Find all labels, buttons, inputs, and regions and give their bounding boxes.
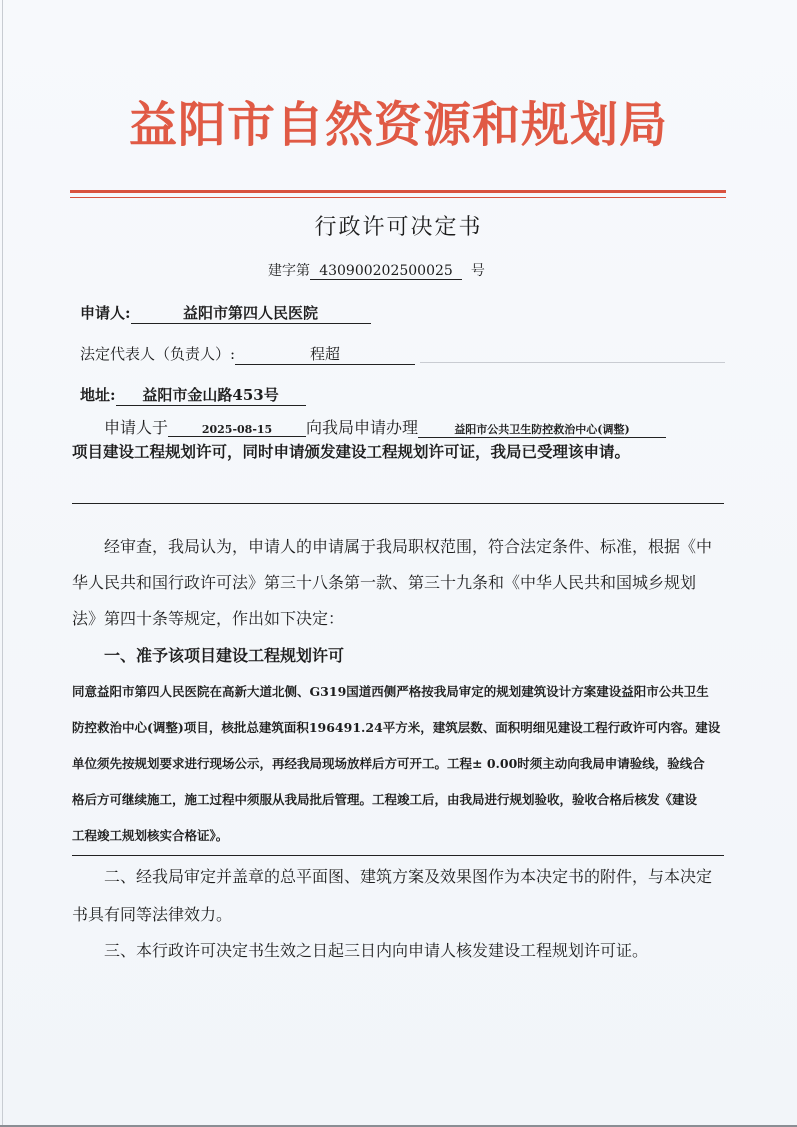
legal-rep-row — [80, 343, 415, 365]
header-rule-thick — [70, 190, 726, 193]
decision-item-1-line: 格后方可继续施工，施工过程中须服从我局批后管理。工程竣工后，由我局进行规划验收，验收合格后核发《建设 — [72, 792, 698, 807]
application-prefix: 申请人于 — [104, 418, 169, 437]
document-number: 430900202500025 — [310, 263, 462, 280]
applicant-label: 申请人: — [80, 304, 131, 322]
address-row — [80, 384, 306, 406]
document-number-suffix: 号 — [470, 263, 485, 279]
application-line-1 — [104, 415, 666, 438]
header-rule-thin — [70, 197, 726, 198]
page-edge — [2, 0, 3, 1127]
applicant-value: 益阳市第四人民医院 — [131, 302, 371, 324]
separator-rule — [72, 503, 724, 504]
decision-item-1-line: 工程竣工规划核实合格证》。 — [72, 828, 229, 843]
application-date: 2025-08-15 — [168, 423, 306, 437]
legal-rep-label: 法定代表人（负责人）: — [80, 345, 236, 363]
document-number-prefix: 建字第 — [268, 263, 310, 279]
decision-item-1-line: 单位须先按规划要求进行现场公示，再经我局现场放样后方可开工。工程± 0.00时须主动向我局申请验线，验线合 — [72, 756, 705, 771]
review-line-1: 经审查，我局认为，申请人的申请属于我局职权范围，符合法定条件、标准，根据《中 — [104, 537, 713, 556]
issuing-authority-header: 益阳市自然资源和规划局 — [128, 97, 668, 153]
application-middle: 向我局申请办理 — [306, 418, 419, 437]
application-line-2: 项目建设工程规划许可，同时申请颁发建设工程规划许可证，我局已受理该申请。 — [72, 442, 631, 461]
applicant-row — [80, 302, 371, 324]
decision-item-1-line: 同意益阳市第四人民医院在高新大道北侧、G319国道西侧严格按我局审定的规划建筑设计方案建设益阳市公共卫生 — [72, 684, 709, 699]
decision-item-1-line: 防控救治中心(调整)项目，核批总建筑面积196491.24平方米，建筑层数、面积明细见建设工程行政许可内容。建设 — [72, 720, 721, 735]
review-line-3: 法》第四十条等规定，作出如下决定： — [72, 609, 345, 628]
address-label: 地址: — [80, 386, 116, 404]
decision-item-3: 三、本行政许可决定书生效之日起三日内向申请人核发建设工程规划许可证。 — [104, 941, 649, 960]
address-value: 益阳市金山路453号 — [116, 384, 306, 406]
document-title: 行政许可决定书 — [314, 215, 483, 240]
decision-rule — [72, 855, 724, 856]
decision-item-2-line-1: 二、经我局审定并盖章的总平面图、建筑方案及效果图作为本决定书的附件，与本决定 — [104, 867, 713, 886]
decision-item-1-heading: 一、准予该项目建设工程规划许可 — [104, 646, 345, 665]
decision-item-2-line-2: 书具有同等法律效力。 — [72, 905, 233, 924]
legal-rep-value: 程超 — [235, 343, 415, 365]
faint-rule — [420, 362, 725, 363]
document-number-line — [268, 260, 485, 280]
application-project: 益阳市公共卫生防控救治中心(调整) — [418, 421, 666, 438]
review-line-2: 华人民共和国行政许可法》第三十八条第一款、第三十九条和《中华人民共和国城乡规划 — [72, 573, 697, 592]
